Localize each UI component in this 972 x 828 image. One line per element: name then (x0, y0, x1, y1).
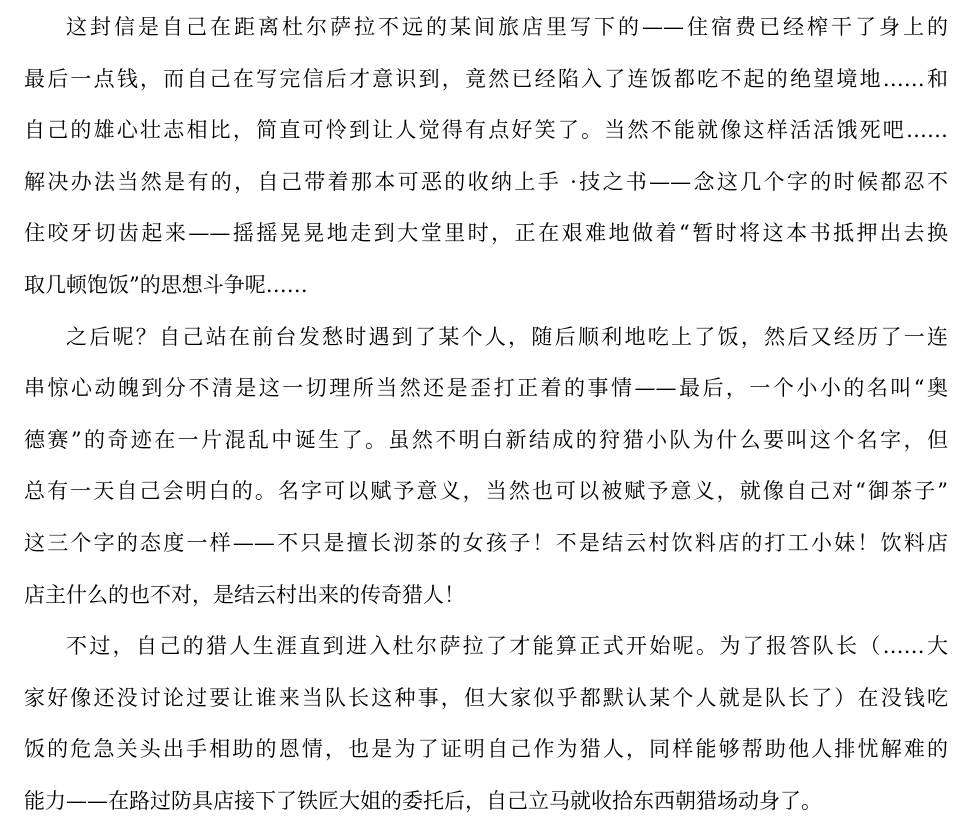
paragraph-3 (24, 621, 948, 827)
text-line: 总有一天自己会明白的。名字可以赋予意义，当然也可以被赋予意义，就像自己对“御茶子” (24, 479, 948, 504)
text-line: 之后呢？自己站在前台发愁时遇到了某个人，随后顺利地吃上了饭，然后又经历了一连 (66, 324, 948, 349)
text-line: 这封信是自己在距离杜尔萨拉不远的某间旅店里写下的——住宿费已经榨干了身上的 (66, 15, 948, 39)
paragraph-2 (24, 312, 948, 622)
text-line: 解决办法当然是有的，自己带着那本可恶的收纳上手 ·技之书——念这几个字的时候都忍不 (24, 169, 948, 194)
text-line: 取几顿饱饭”的思想斗争呢…… (24, 272, 308, 297)
text-line: 店主什么的也不对，是结云村出来的传奇猎人！ (24, 582, 465, 607)
text-line: 德赛”的奇迹在一片混乱中诞生了。虽然不明白新结成的狩猎小队为什么要叫这个名字，但 (24, 427, 948, 452)
text-line: 能力——在路过防具店接下了铁匠大姐的委托后，自己立马就收拾东西朝猎场动身了。 (24, 788, 822, 813)
text-line: 串惊心动魄到分不清是这一切理所当然还是歪打正着的事情——最后，一个小小的名叫“奥 (24, 376, 948, 401)
text-line: 不过，自己的猎人生涯直到进入杜尔萨拉了才能算正式开始呢。为了报答队长（……大 (66, 634, 948, 659)
text-line: 自己的雄心壮志相比，简直可怜到让人觉得有点好笑了。当然不能就像这样活活饿死吧…… (24, 118, 948, 143)
paragraph-1 (24, 2, 948, 312)
text-line: 这三个字的态度一样——不只是擅长沏茶的女孩子！不是结云村饮料店的打工小妹！饮料店 (24, 530, 948, 555)
text-line: 住咬牙切齿起来——摇摇晃晃地走到大堂里时，正在艰难地做着“暂时将这本书抵押出去换 (24, 221, 948, 246)
text-line: 家好像还没讨论过要让谁来当队长这种事，但大家似乎都默认某个人就是队长了）在没钱吃 (24, 685, 948, 710)
text-line: 最后一点钱，而自己在写完信后才意识到，竟然已经陷入了连饭都吃不起的绝望境地……和 (24, 66, 948, 91)
text-line: 饭的危急关头出手相助的恩情，也是为了证明自己作为猎人，同样能够帮助他人排忧解难的 (24, 737, 948, 762)
